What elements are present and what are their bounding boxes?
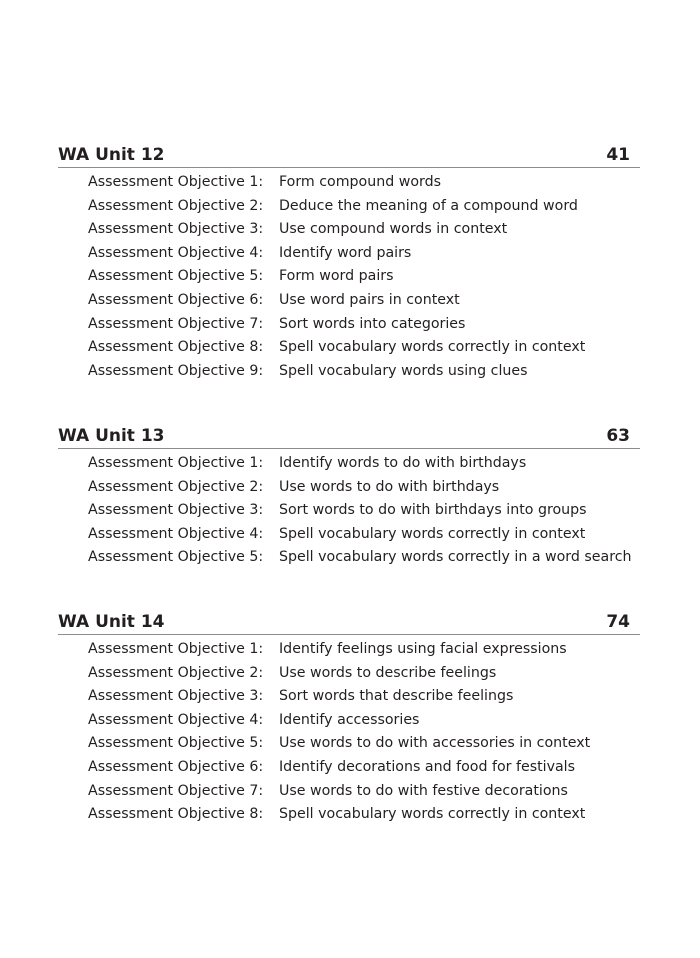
objective-text: Use words to do with festive decorations (279, 782, 568, 799)
objective-label: Assessment Objective 1: (88, 641, 264, 657)
objective-text: Spell vocabulary words correctly in a word search (279, 549, 632, 566)
objective-label: Assessment Objective 2: (88, 197, 264, 214)
objective-label: Assessment Objective 6: (88, 758, 264, 775)
objective-label: Assessment Objective 6: (88, 291, 264, 308)
unit-header (58, 426, 640, 449)
objective-row (58, 685, 640, 709)
objective-row (58, 732, 640, 756)
objective-text: Use word pairs in context (279, 291, 460, 308)
unit-section (58, 426, 640, 570)
unit-title: WA Unit 13 (58, 426, 165, 446)
objective-text: Sort words to do with birthdays into groups (279, 502, 587, 519)
objective-list (58, 638, 640, 827)
objective-label: Assessment Objective 4: (88, 525, 264, 542)
objective-text: Deduce the meaning of a compound word (279, 197, 578, 214)
objective-row (58, 242, 640, 266)
unit-page-number: 63 (606, 426, 630, 446)
objective-label: Assessment Objective 3: (88, 688, 264, 705)
objective-row (58, 218, 640, 242)
objective-label: Assessment Objective 4: (88, 244, 264, 261)
objective-text: Identify decorations and food for festivals (279, 758, 576, 775)
objective-text: Form compound words (279, 174, 441, 190)
objective-label: Assessment Objective 2: (88, 478, 264, 495)
objective-row (58, 452, 640, 476)
objective-row (58, 289, 640, 313)
objective-label: Assessment Objective 3: (88, 221, 264, 238)
objective-text: Use compound words in context (279, 221, 508, 238)
objective-row (58, 171, 640, 195)
objective-text: Spell vocabulary words using clues (279, 362, 528, 379)
objective-text: Use words to do with birthdays (279, 478, 500, 495)
objective-label: Assessment Objective 8: (88, 339, 264, 356)
objective-label: Assessment Objective 7: (88, 315, 264, 332)
unit-section (58, 145, 640, 383)
objective-label: Assessment Objective 8: (88, 806, 264, 823)
objective-text: Sort words into categories (279, 315, 466, 332)
objective-text: Identify word pairs (279, 244, 412, 261)
objective-row (58, 499, 640, 523)
objective-text: Identify words to do with birthdays (279, 455, 527, 471)
objective-label: Assessment Objective 3: (88, 502, 264, 519)
unit-header (58, 145, 640, 168)
objective-row (58, 638, 640, 662)
objective-row (58, 523, 640, 547)
objective-label: Assessment Objective 5: (88, 735, 264, 752)
objective-row (58, 360, 640, 384)
objective-text: Form word pairs (279, 268, 394, 285)
objective-row (58, 546, 640, 570)
objective-text: Use words to describe feelings (279, 664, 497, 681)
objective-text: Sort words that describe feelings (279, 688, 514, 705)
objective-row (58, 756, 640, 780)
unit-page-number: 41 (606, 145, 630, 165)
unit-header (58, 612, 640, 635)
objective-label: Assessment Objective 1: (88, 455, 264, 471)
objective-text: Identify feelings using facial expressions (279, 641, 567, 657)
objective-row (58, 709, 640, 733)
objective-row (58, 662, 640, 686)
unit-page-number: 74 (606, 612, 630, 632)
objective-row (58, 265, 640, 289)
objective-text: Identify accessories (279, 711, 420, 728)
objective-list (58, 171, 640, 383)
unit-section (58, 612, 640, 827)
objective-row (58, 803, 640, 827)
objective-text: Spell vocabulary words correctly in context (279, 806, 586, 823)
objective-row (58, 476, 640, 500)
objective-text: Spell vocabulary words correctly in context (279, 525, 586, 542)
unit-title: WA Unit 12 (58, 145, 165, 165)
objective-text: Spell vocabulary words correctly in context (279, 339, 586, 356)
objective-list (58, 452, 640, 570)
objective-row (58, 780, 640, 804)
objective-label: Assessment Objective 1: (88, 174, 264, 190)
objective-label: Assessment Objective 7: (88, 782, 264, 799)
objective-text: Use words to do with accessories in context (279, 735, 591, 752)
objective-row (58, 313, 640, 337)
objective-row (58, 195, 640, 219)
objective-label: Assessment Objective 9: (88, 362, 264, 379)
objective-label: Assessment Objective 2: (88, 664, 264, 681)
unit-title: WA Unit 14 (58, 612, 165, 632)
objective-label: Assessment Objective 5: (88, 549, 264, 566)
objective-row (58, 336, 640, 360)
objective-label: Assessment Objective 5: (88, 268, 264, 285)
objective-label: Assessment Objective 4: (88, 711, 264, 728)
